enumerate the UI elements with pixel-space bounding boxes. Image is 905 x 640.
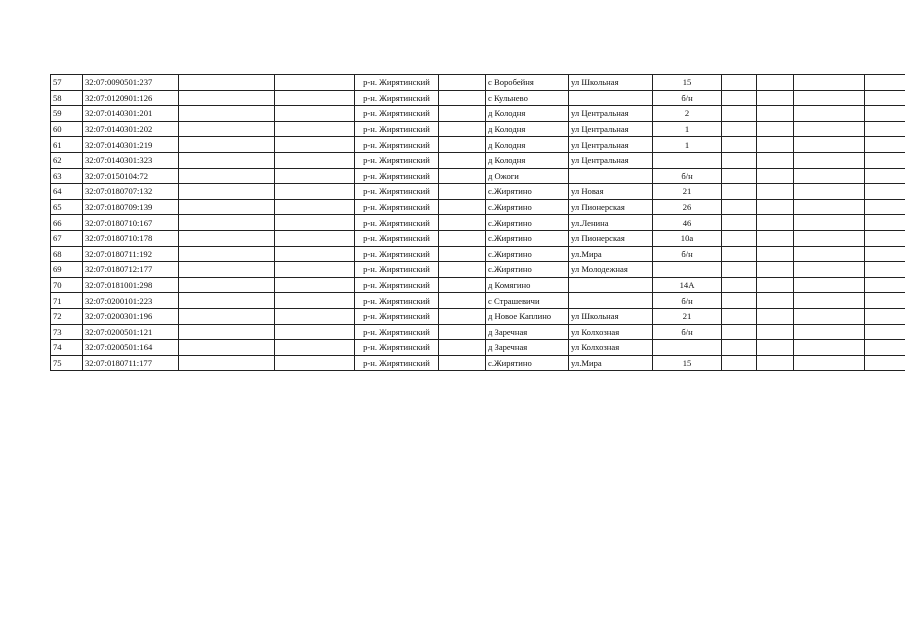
blank-cell [179, 293, 275, 309]
blank-cell [794, 355, 865, 371]
table-row [51, 340, 905, 356]
blank-cell [275, 152, 355, 168]
blank-cell [275, 106, 355, 122]
district-cell: р-н. Жирятинский [355, 340, 439, 356]
blank-cell [757, 277, 794, 293]
blank-cell [794, 215, 865, 231]
blank-cell [722, 168, 757, 184]
table-row [51, 215, 905, 231]
blank-cell [439, 106, 486, 122]
settlement-cell: с.Жирятино [486, 355, 569, 371]
house-number-cell: 14А [653, 277, 722, 293]
blank-cell [865, 277, 905, 293]
house-number-cell: 15 [653, 75, 722, 91]
blank-cell [757, 121, 794, 137]
blank-cell [865, 137, 905, 153]
document-sheet [50, 74, 905, 371]
blank-cell [865, 75, 905, 91]
blank-cell [757, 215, 794, 231]
blank-cell [757, 262, 794, 278]
blank-cell [757, 106, 794, 122]
blank-cell [179, 168, 275, 184]
blank-cell [865, 199, 905, 215]
house-number-cell [653, 262, 722, 278]
row-number-cell: 68 [51, 246, 83, 262]
blank-cell [865, 324, 905, 340]
blank-cell [865, 308, 905, 324]
cadastral-number-cell: 32:07:0180711:177 [83, 355, 179, 371]
row-number-cell: 67 [51, 230, 83, 246]
blank-cell [439, 355, 486, 371]
blank-cell [179, 137, 275, 153]
row-number-cell: 71 [51, 293, 83, 309]
blank-cell [439, 230, 486, 246]
row-number-cell: 73 [51, 324, 83, 340]
table-row [51, 277, 905, 293]
blank-cell [865, 340, 905, 356]
blank-cell [865, 355, 905, 371]
street-cell: ул Школьная [569, 75, 653, 91]
street-cell [569, 168, 653, 184]
table-row [51, 75, 905, 91]
house-number-cell: 1 [653, 121, 722, 137]
cadastral-number-cell: 32:07:0200301:196 [83, 308, 179, 324]
table-row [51, 152, 905, 168]
blank-cell [865, 293, 905, 309]
house-number-cell: 46 [653, 215, 722, 231]
blank-cell [722, 340, 757, 356]
blank-cell [794, 340, 865, 356]
street-cell: ул Центральная [569, 152, 653, 168]
row-number-cell: 59 [51, 106, 83, 122]
blank-cell [722, 75, 757, 91]
street-cell: ул Центральная [569, 121, 653, 137]
settlement-cell: с Воробейня [486, 75, 569, 91]
settlement-cell: д Заречная [486, 340, 569, 356]
blank-cell [722, 293, 757, 309]
blank-cell [439, 152, 486, 168]
blank-cell [757, 199, 794, 215]
settlement-cell: д Колодня [486, 121, 569, 137]
blank-cell [794, 277, 865, 293]
blank-cell [275, 199, 355, 215]
table-row [51, 355, 905, 371]
blank-cell [865, 168, 905, 184]
blank-cell [179, 90, 275, 106]
blank-cell [275, 215, 355, 231]
house-number-cell [653, 152, 722, 168]
house-number-cell: 26 [653, 199, 722, 215]
district-cell: р-н. Жирятинский [355, 324, 439, 340]
settlement-cell: с.Жирятино [486, 230, 569, 246]
table-row [51, 137, 905, 153]
street-cell: ул Колхозная [569, 324, 653, 340]
blank-cell [722, 215, 757, 231]
blank-cell [865, 230, 905, 246]
cadastral-number-cell: 32:07:0180707:132 [83, 184, 179, 200]
cadastral-number-cell: 32:07:0200501:121 [83, 324, 179, 340]
cadastral-number-cell: 32:07:0180712:177 [83, 262, 179, 278]
house-number-cell: 21 [653, 184, 722, 200]
street-cell [569, 293, 653, 309]
blank-cell [179, 340, 275, 356]
blank-cell [794, 293, 865, 309]
settlement-cell: д Новое Каплино [486, 308, 569, 324]
street-cell [569, 277, 653, 293]
cadastral-number-cell: 32:07:0140301:219 [83, 137, 179, 153]
blank-cell [757, 246, 794, 262]
blank-cell [722, 121, 757, 137]
house-number-cell: б/н [653, 246, 722, 262]
blank-cell [275, 308, 355, 324]
cadastral-number-cell: 32:07:0140301:201 [83, 106, 179, 122]
blank-cell [179, 121, 275, 137]
blank-cell [439, 215, 486, 231]
blank-cell [757, 184, 794, 200]
blank-cell [275, 340, 355, 356]
blank-cell [179, 184, 275, 200]
cadastral-number-cell: 32:07:0180710:167 [83, 215, 179, 231]
blank-cell [757, 137, 794, 153]
street-cell: ул Молодежная [569, 262, 653, 278]
settlement-cell: д Колодня [486, 106, 569, 122]
cadastral-number-cell: 32:07:0090501:237 [83, 75, 179, 91]
blank-cell [179, 215, 275, 231]
table-row [51, 262, 905, 278]
table-row [51, 324, 905, 340]
cadastral-number-cell: 32:07:0200501:164 [83, 340, 179, 356]
district-cell: р-н. Жирятинский [355, 293, 439, 309]
blank-cell [757, 340, 794, 356]
blank-cell [794, 246, 865, 262]
blank-cell [722, 355, 757, 371]
street-cell: ул Центральная [569, 106, 653, 122]
registry-body [51, 75, 905, 371]
house-number-cell: 1 [653, 137, 722, 153]
settlement-cell: с Страшевичи [486, 293, 569, 309]
blank-cell [179, 246, 275, 262]
district-cell: р-н. Жирятинский [355, 215, 439, 231]
district-cell: р-н. Жирятинский [355, 230, 439, 246]
blank-cell [439, 199, 486, 215]
blank-cell [275, 277, 355, 293]
row-number-cell: 63 [51, 168, 83, 184]
blank-cell [865, 184, 905, 200]
blank-cell [757, 90, 794, 106]
settlement-cell: с Кульнево [486, 90, 569, 106]
district-cell: р-н. Жирятинский [355, 262, 439, 278]
blank-cell [794, 262, 865, 278]
street-cell: ул Пионерская [569, 199, 653, 215]
blank-cell [439, 90, 486, 106]
street-cell: ул.Ленина [569, 215, 653, 231]
blank-cell [722, 106, 757, 122]
blank-cell [439, 308, 486, 324]
blank-cell [179, 262, 275, 278]
cadastral-number-cell: 32:07:0200101:223 [83, 293, 179, 309]
blank-cell [865, 152, 905, 168]
house-number-cell: б/н [653, 90, 722, 106]
blank-cell [757, 152, 794, 168]
settlement-cell: д Комягино [486, 277, 569, 293]
street-cell: ул.Мира [569, 355, 653, 371]
settlement-cell: д Колодня [486, 152, 569, 168]
blank-cell [179, 199, 275, 215]
cadastral-number-cell: 32:07:0150104:72 [83, 168, 179, 184]
blank-cell [794, 121, 865, 137]
blank-cell [275, 230, 355, 246]
settlement-cell: с.Жирятино [486, 246, 569, 262]
registry-table [50, 74, 905, 371]
district-cell: р-н. Жирятинский [355, 168, 439, 184]
blank-cell [179, 277, 275, 293]
blank-cell [179, 152, 275, 168]
district-cell: р-н. Жирятинский [355, 106, 439, 122]
district-cell: р-н. Жирятинский [355, 75, 439, 91]
blank-cell [275, 184, 355, 200]
blank-cell [275, 293, 355, 309]
cadastral-number-cell: 32:07:0140301:202 [83, 121, 179, 137]
street-cell: ул Школьная [569, 308, 653, 324]
blank-cell [439, 137, 486, 153]
blank-cell [275, 75, 355, 91]
street-cell: ул Пионерская [569, 230, 653, 246]
blank-cell [794, 90, 865, 106]
settlement-cell: д Ожоги [486, 168, 569, 184]
cadastral-number-cell: 32:07:0180711:192 [83, 246, 179, 262]
blank-cell [757, 355, 794, 371]
blank-cell [439, 340, 486, 356]
district-cell: р-н. Жирятинский [355, 152, 439, 168]
house-number-cell: 21 [653, 308, 722, 324]
blank-cell [439, 121, 486, 137]
blank-cell [794, 184, 865, 200]
street-cell: ул Центральная [569, 137, 653, 153]
blank-cell [722, 324, 757, 340]
street-cell: ул Новая [569, 184, 653, 200]
blank-cell [179, 308, 275, 324]
blank-cell [794, 199, 865, 215]
cadastral-number-cell: 32:07:0120901:126 [83, 90, 179, 106]
blank-cell [865, 262, 905, 278]
blank-cell [794, 137, 865, 153]
blank-cell [722, 199, 757, 215]
blank-cell [865, 106, 905, 122]
blank-cell [439, 277, 486, 293]
table-row [51, 199, 905, 215]
blank-cell [275, 90, 355, 106]
blank-cell [794, 152, 865, 168]
blank-cell [794, 106, 865, 122]
blank-cell [794, 168, 865, 184]
blank-cell [865, 90, 905, 106]
blank-cell [439, 168, 486, 184]
row-number-cell: 72 [51, 308, 83, 324]
blank-cell [275, 262, 355, 278]
row-number-cell: 61 [51, 137, 83, 153]
settlement-cell: с.Жирятино [486, 262, 569, 278]
cadastral-number-cell: 32:07:0180710:178 [83, 230, 179, 246]
blank-cell [722, 308, 757, 324]
blank-cell [439, 184, 486, 200]
blank-cell [439, 293, 486, 309]
table-row [51, 121, 905, 137]
blank-cell [757, 230, 794, 246]
blank-cell [722, 277, 757, 293]
cadastral-number-cell: 32:07:0140301:323 [83, 152, 179, 168]
house-number-cell [653, 340, 722, 356]
blank-cell [865, 246, 905, 262]
blank-cell [794, 75, 865, 91]
table-row [51, 90, 905, 106]
blank-cell [865, 215, 905, 231]
blank-cell [794, 308, 865, 324]
row-number-cell: 74 [51, 340, 83, 356]
blank-cell [722, 262, 757, 278]
house-number-cell: б/н [653, 293, 722, 309]
blank-cell [757, 293, 794, 309]
row-number-cell: 62 [51, 152, 83, 168]
district-cell: р-н. Жирятинский [355, 277, 439, 293]
house-number-cell: 2 [653, 106, 722, 122]
blank-cell [179, 230, 275, 246]
blank-cell [275, 324, 355, 340]
blank-cell [757, 324, 794, 340]
blank-cell [794, 230, 865, 246]
blank-cell [275, 168, 355, 184]
street-cell: ул Колхозная [569, 340, 653, 356]
district-cell: р-н. Жирятинский [355, 184, 439, 200]
district-cell: р-н. Жирятинский [355, 121, 439, 137]
blank-cell [179, 355, 275, 371]
blank-cell [757, 168, 794, 184]
blank-cell [722, 152, 757, 168]
row-number-cell: 58 [51, 90, 83, 106]
house-number-cell: 10а [653, 230, 722, 246]
street-cell: ул.Мира [569, 246, 653, 262]
blank-cell [275, 137, 355, 153]
district-cell: р-н. Жирятинский [355, 308, 439, 324]
table-row [51, 246, 905, 262]
row-number-cell: 57 [51, 75, 83, 91]
row-number-cell: 66 [51, 215, 83, 231]
blank-cell [439, 75, 486, 91]
blank-cell [722, 90, 757, 106]
table-row [51, 308, 905, 324]
table-row [51, 184, 905, 200]
row-number-cell: 60 [51, 121, 83, 137]
blank-cell [722, 184, 757, 200]
settlement-cell: д Колодня [486, 137, 569, 153]
table-row [51, 293, 905, 309]
blank-cell [865, 121, 905, 137]
row-number-cell: 64 [51, 184, 83, 200]
blank-cell [179, 324, 275, 340]
blank-cell [275, 355, 355, 371]
street-cell [569, 90, 653, 106]
blank-cell [179, 106, 275, 122]
blank-cell [439, 246, 486, 262]
table-row [51, 230, 905, 246]
cadastral-number-cell: 32:07:0181001:298 [83, 277, 179, 293]
blank-cell [757, 308, 794, 324]
house-number-cell: 15 [653, 355, 722, 371]
blank-cell [757, 75, 794, 91]
row-number-cell: 65 [51, 199, 83, 215]
settlement-cell: с.Жирятино [486, 184, 569, 200]
blank-cell [439, 324, 486, 340]
table-row [51, 106, 905, 122]
blank-cell [722, 137, 757, 153]
district-cell: р-н. Жирятинский [355, 90, 439, 106]
row-number-cell: 70 [51, 277, 83, 293]
house-number-cell: б/н [653, 324, 722, 340]
blank-cell [275, 121, 355, 137]
cadastral-number-cell: 32:07:0180709:139 [83, 199, 179, 215]
district-cell: р-н. Жирятинский [355, 355, 439, 371]
blank-cell [794, 324, 865, 340]
table-row [51, 168, 905, 184]
blank-cell [439, 262, 486, 278]
district-cell: р-н. Жирятинский [355, 137, 439, 153]
district-cell: р-н. Жирятинский [355, 246, 439, 262]
row-number-cell: 69 [51, 262, 83, 278]
blank-cell [722, 230, 757, 246]
settlement-cell: д Заречная [486, 324, 569, 340]
blank-cell [722, 246, 757, 262]
row-number-cell: 75 [51, 355, 83, 371]
settlement-cell: с.Жирятино [486, 215, 569, 231]
house-number-cell: б/н [653, 168, 722, 184]
district-cell: р-н. Жирятинский [355, 199, 439, 215]
blank-cell [275, 246, 355, 262]
settlement-cell: с.Жирятино [486, 199, 569, 215]
blank-cell [179, 75, 275, 91]
